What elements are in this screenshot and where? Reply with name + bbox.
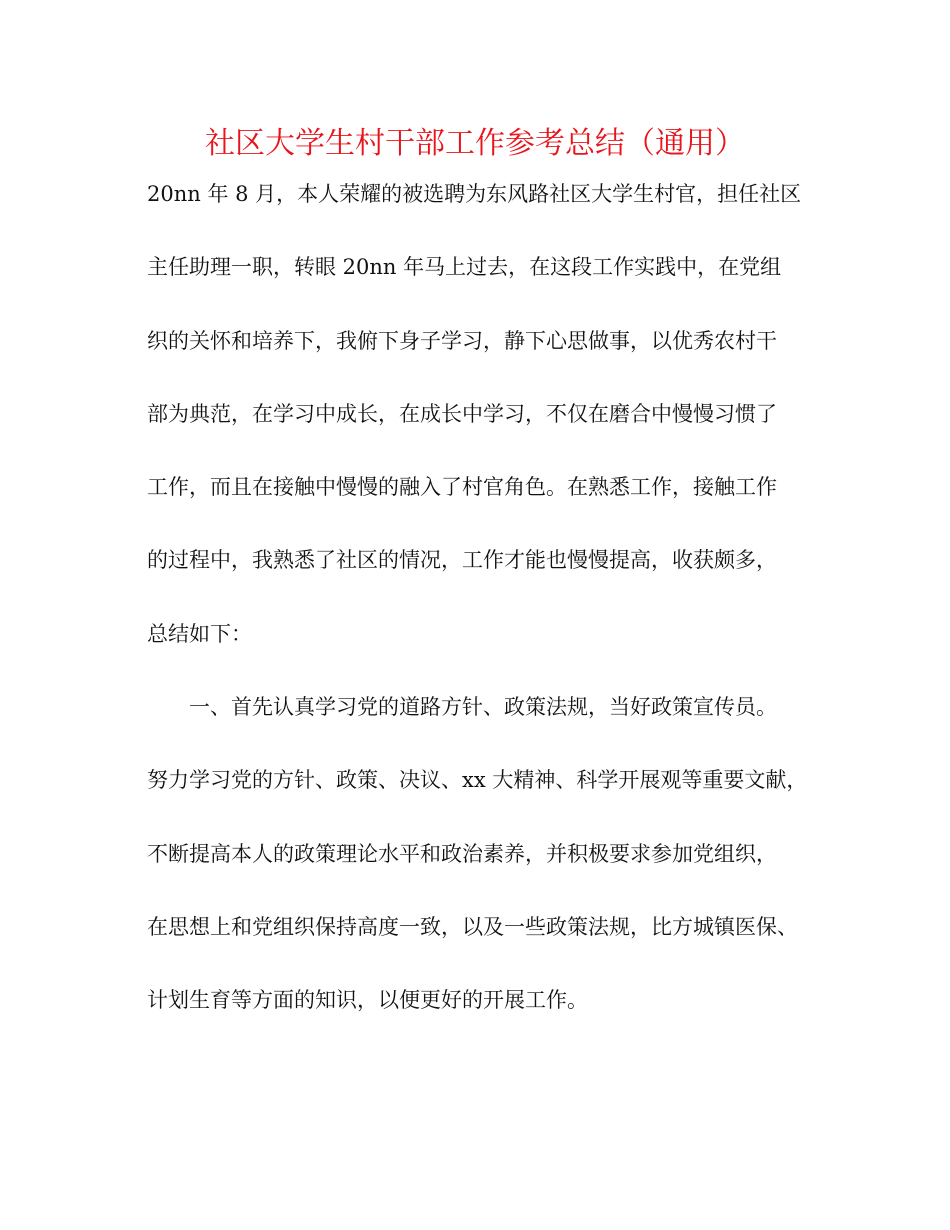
body-line-12: 计划生育等方面的知识，以便更好的开展工作。: [147, 988, 588, 1013]
document-title: 社区大学生村干部工作参考总结（通用）: [205, 126, 745, 161]
body-line-11: 在思想上和党组织保持高度一致，以及一些政策法规，比方城镇医保、: [147, 914, 798, 939]
body-line-2: 主任助理一职，转眼 20nn 年马上过去，在这段工作实践中，在党组: [147, 255, 782, 280]
body-line-6: 的过程中，我熟悉了社区的情况，工作才能也慢慢提高，收获颇多，: [147, 548, 777, 573]
body-line-7: 总结如下：: [147, 621, 252, 646]
document-body: [147, 172, 827, 1052]
body-line-1: 20nn 年 8 月，本人荣耀的被选聘为东风路社区大学生村官，担任社区: [147, 182, 802, 206]
body-line-10: 不断提高本人的政策理论水平和政治素养，并积极要求参加党组织，: [147, 841, 777, 866]
body-line-9: 努力学习党的方针、政策、决议、xx 大精神、科学开展观等重要文献，: [147, 768, 808, 793]
body-line-4: 部为典范，在学习中成长，在成长中学习，不仅在磨合中慢慢习惯了: [147, 401, 777, 426]
body-line-3: 织的关怀和培养下，我俯下身子学习，静下心思做事，以优秀农村干: [147, 328, 777, 353]
section-heading-1: 一、首先认真学习党的道路方针、政策法规，当好政策宣传员。: [189, 695, 777, 720]
body-line-5: 工作，而且在接触中慢慢的融入了村官角色。在熟悉工作，接触工作: [147, 475, 777, 500]
